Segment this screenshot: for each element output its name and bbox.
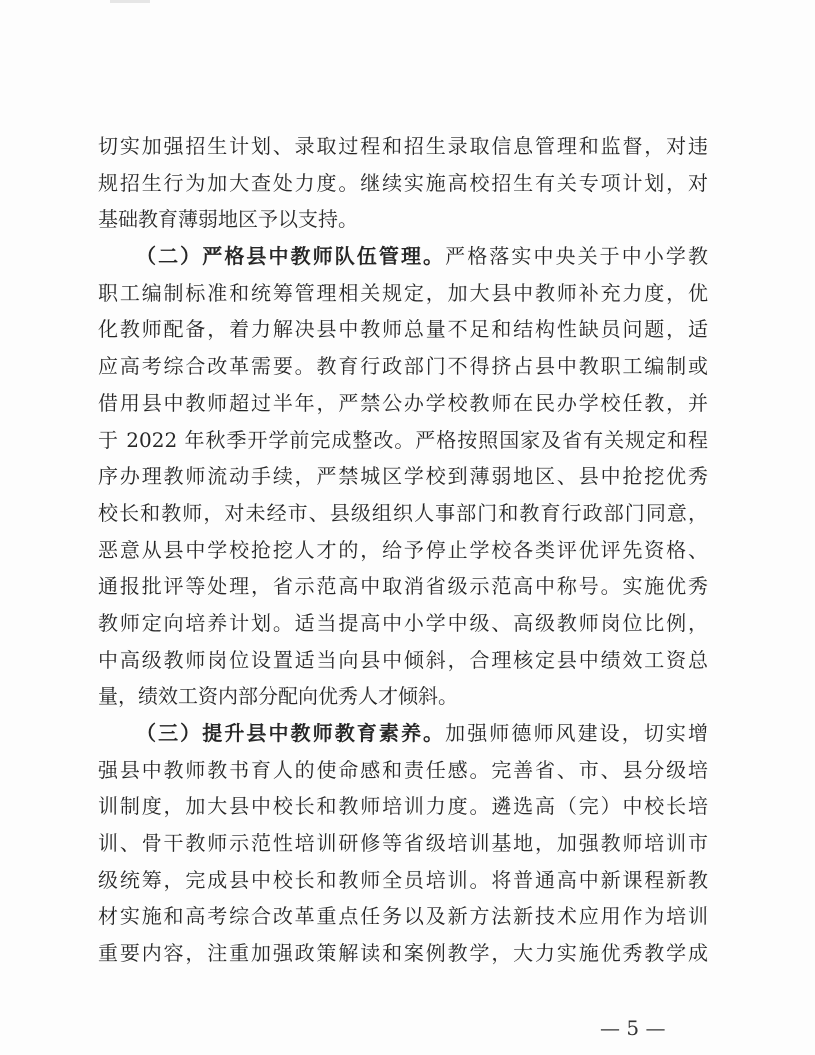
text-line — [98, 495, 708, 532]
line-text: 化教师配备，着力解决县中教师总量不足和结构性缺员问题，适 — [98, 317, 708, 342]
line-text: 量，绩效工资内部分配向优秀人才倾斜。 — [98, 684, 458, 709]
text-line — [98, 715, 708, 752]
text-line — [98, 275, 708, 312]
line-text: 训、骨干教师示范性培训研修等省级培训基地，加强教师培训市 — [98, 831, 708, 856]
text-line — [98, 348, 708, 385]
line-text: 规招生行为加大查处力度。继续实施高校招生有关专项计划，对 — [98, 170, 708, 195]
text-line — [98, 825, 708, 862]
line-text: 材实施和高考综合改革重点任务以及新方法新技术应用作为培训 — [98, 904, 708, 929]
text-line — [98, 788, 708, 825]
line-text: 严格落实中央关于中小学教 — [445, 244, 709, 269]
text-line — [98, 238, 708, 275]
text-line — [98, 311, 708, 348]
line-text: 应高考综合改革需要。教育行政部门不得挤占县中教职工编制或 — [98, 354, 708, 379]
text-line — [98, 201, 708, 238]
text-line — [98, 935, 708, 972]
text-line — [98, 752, 708, 789]
line-text: 恶意从县中学校抢挖人才的，给予停止学校各类评优评先资格、 — [98, 537, 708, 562]
section-heading: （三）提升县中教师教育素养。 — [136, 721, 446, 745]
line-text: 于 2022 年秋季开学前完成整改。严格按照国家及省有关规定和程 — [98, 427, 708, 452]
line-text: 加强师德师风建设，切实增 — [445, 721, 709, 745]
line-text: 序办理教师流动手续，严禁城区学校到薄弱地区、县中抢挖优秀 — [98, 464, 708, 489]
text-line — [98, 458, 708, 495]
line-text: 级统筹，完成县中校长和教师全员培训。将普通高中新课程新教 — [98, 867, 708, 892]
text-line — [98, 642, 708, 679]
line-text: 职工编制标准和统筹管理相关规定，加大县中教师补充力度，优 — [98, 280, 708, 305]
text-line — [98, 385, 708, 422]
line-text: 基础教育薄弱地区予以支持。 — [98, 207, 358, 232]
text-line — [98, 422, 708, 459]
text-line — [98, 128, 708, 165]
scan-mark — [110, 0, 150, 3]
body-text — [98, 128, 708, 972]
text-line — [98, 862, 708, 899]
text-line — [98, 568, 708, 605]
line-text: 中高级教师岗位设置适当向县中倾斜，合理核定县中绩效工资总 — [98, 647, 708, 672]
page-number: — 5 — — [600, 1016, 666, 1040]
section-heading: （二）严格县中教师队伍管理。 — [136, 244, 446, 269]
line-text: 教师定向培养计划。适当提高中小学中级、高级教师岗位比例， — [98, 610, 708, 635]
line-text: 重要内容，注重加强政策解读和案例教学，大力实施优秀教学成 — [98, 941, 708, 966]
text-line — [98, 678, 708, 715]
text-line — [98, 165, 708, 202]
text-line — [98, 532, 708, 569]
line-text: 校长和教师，对未经市、县级组织人事部门和教育行政部门同意， — [98, 500, 708, 525]
line-text: 借用县中教师超过半年，严禁公办学校教师在民办学校任教，并 — [98, 390, 708, 415]
line-text: 训制度，加大县中校长和教师培训力度。遴选高（完）中校长培 — [98, 794, 708, 819]
text-line — [98, 898, 708, 935]
text-line — [98, 605, 708, 642]
line-text: 强县中教师教书育人的使命感和责任感。完善省、市、县分级培 — [98, 757, 708, 782]
line-text: 切实加强招生计划、录取过程和招生录取信息管理和监督，对违 — [98, 134, 708, 158]
line-text: 通报批评等处理，省示范高中取消省级示范高中称号。实施优秀 — [98, 574, 708, 599]
